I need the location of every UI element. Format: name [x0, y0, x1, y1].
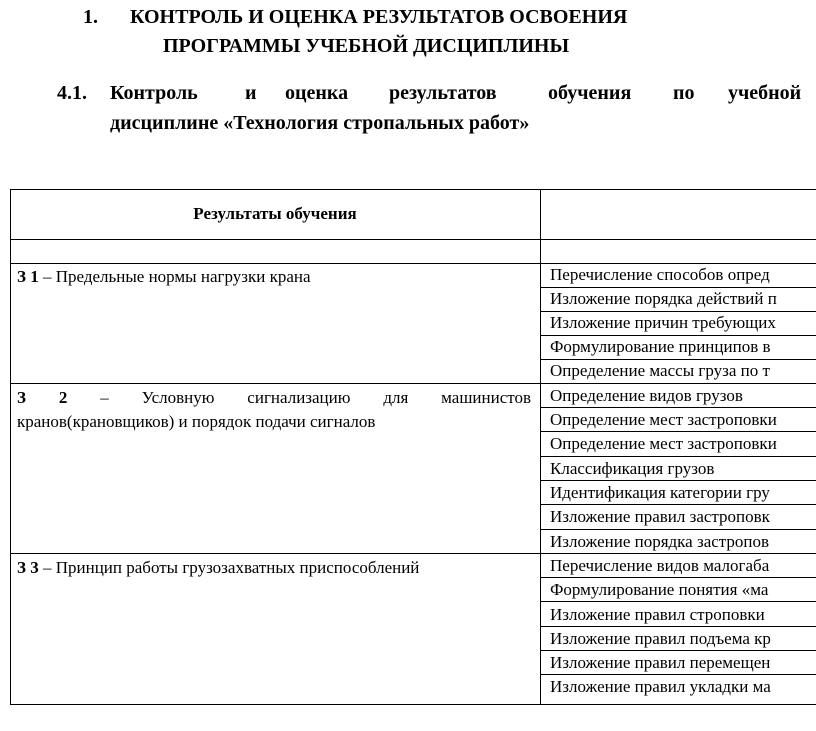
criterion: Изложение порядка застропов [550, 532, 770, 551]
sub-row-divider [540, 577, 816, 578]
section-title-line2: ПРОГРАММЫ УЧЕБНОЙ ДИСЦИПЛИНЫ [163, 35, 570, 57]
criterion: Изложение правил подъема кр [550, 629, 771, 648]
criterion: Изложение правил укладки ма [550, 677, 771, 696]
section-title-line1: КОНТРОЛЬ И ОЦЕНКА РЕЗУЛЬТАТОВ ОСВОЕНИЯ [130, 6, 628, 28]
sub-row-divider [540, 456, 816, 457]
sub-row-divider [540, 601, 816, 602]
result-text: Принцип работы грузозахватных приспособлений [55, 558, 420, 577]
sub-row-divider [540, 335, 816, 336]
section-number: 1. [83, 6, 98, 28]
result-code: З 1 [17, 267, 39, 286]
result-row-3 [17, 556, 535, 580]
criterion: Перечисление видов малогаба [550, 556, 770, 575]
criterion: Изложение правил строповки [550, 605, 765, 624]
sub-row-divider [540, 407, 816, 408]
sub-row-divider [540, 480, 816, 481]
subsection-word: и [245, 82, 257, 104]
criterion: Определение массы груза по т [550, 361, 770, 380]
criterion: Изложение правил застроповк [550, 507, 770, 526]
sub-row-divider [540, 287, 816, 288]
criterion: Определение мест застроповки [550, 434, 777, 453]
row-divider [10, 553, 816, 554]
subsection-word: Контроль [110, 82, 198, 104]
subsection-number: 4.1. [57, 82, 87, 104]
criterion: Формулирование понятия «ма [550, 580, 769, 599]
sub-row-divider [540, 431, 816, 432]
subsection-word: результатов [389, 82, 497, 104]
sub-row-divider [540, 504, 816, 505]
criterion: Изложение причин требующих [550, 313, 776, 332]
sub-row-divider [540, 650, 816, 651]
result-code: З 3 [17, 558, 39, 577]
result-row-2 [17, 386, 531, 434]
sub-row-divider [540, 359, 816, 360]
table-border-bottom [10, 704, 816, 705]
criterion: Изложение порядка действий п [550, 289, 777, 308]
result-row-1 [17, 265, 535, 289]
criterion: Перечисление способов опред [550, 265, 770, 284]
criterion: Классификация грузов [550, 459, 715, 478]
criterion: Формулирование принципов в [550, 337, 771, 356]
subsection-word: оценка [285, 82, 349, 104]
result-code: З 2 [17, 388, 68, 407]
table-border-top [10, 189, 816, 190]
sub-row-divider [540, 311, 816, 312]
row-divider [10, 383, 816, 384]
sub-row-divider [540, 626, 816, 627]
criterion: Изложение правил перемещен [550, 653, 771, 672]
result-text: Условную сигнализацию для машинистов [141, 388, 531, 407]
result-dash: – [38, 267, 56, 286]
header-results: Результаты обучения [193, 204, 357, 223]
sub-row-divider [540, 529, 816, 530]
result-line2: кранов(крановщиков) и порядок подачи сигналов [17, 412, 376, 431]
result-text: Предельные нормы нагрузки крана [55, 267, 311, 286]
criterion: Определение мест застроповки [550, 410, 777, 429]
subsection-word: по [673, 82, 695, 104]
subsection-word: учебной [728, 82, 802, 104]
table-border-left [10, 189, 11, 705]
result-dash: – [38, 558, 56, 577]
result-dash: – [67, 388, 142, 407]
criterion: Идентификация категории гру [550, 483, 770, 502]
row-divider [10, 263, 816, 264]
subsection-title-line2: дисциплине «Технология стропальных работ» [110, 112, 530, 134]
sub-row-divider [540, 674, 816, 675]
result-line1 [17, 386, 531, 410]
column-divider [540, 189, 541, 705]
criterion: Определение видов грузов [550, 386, 743, 405]
subsection-word: обучения [548, 82, 632, 104]
row-divider [10, 239, 816, 240]
